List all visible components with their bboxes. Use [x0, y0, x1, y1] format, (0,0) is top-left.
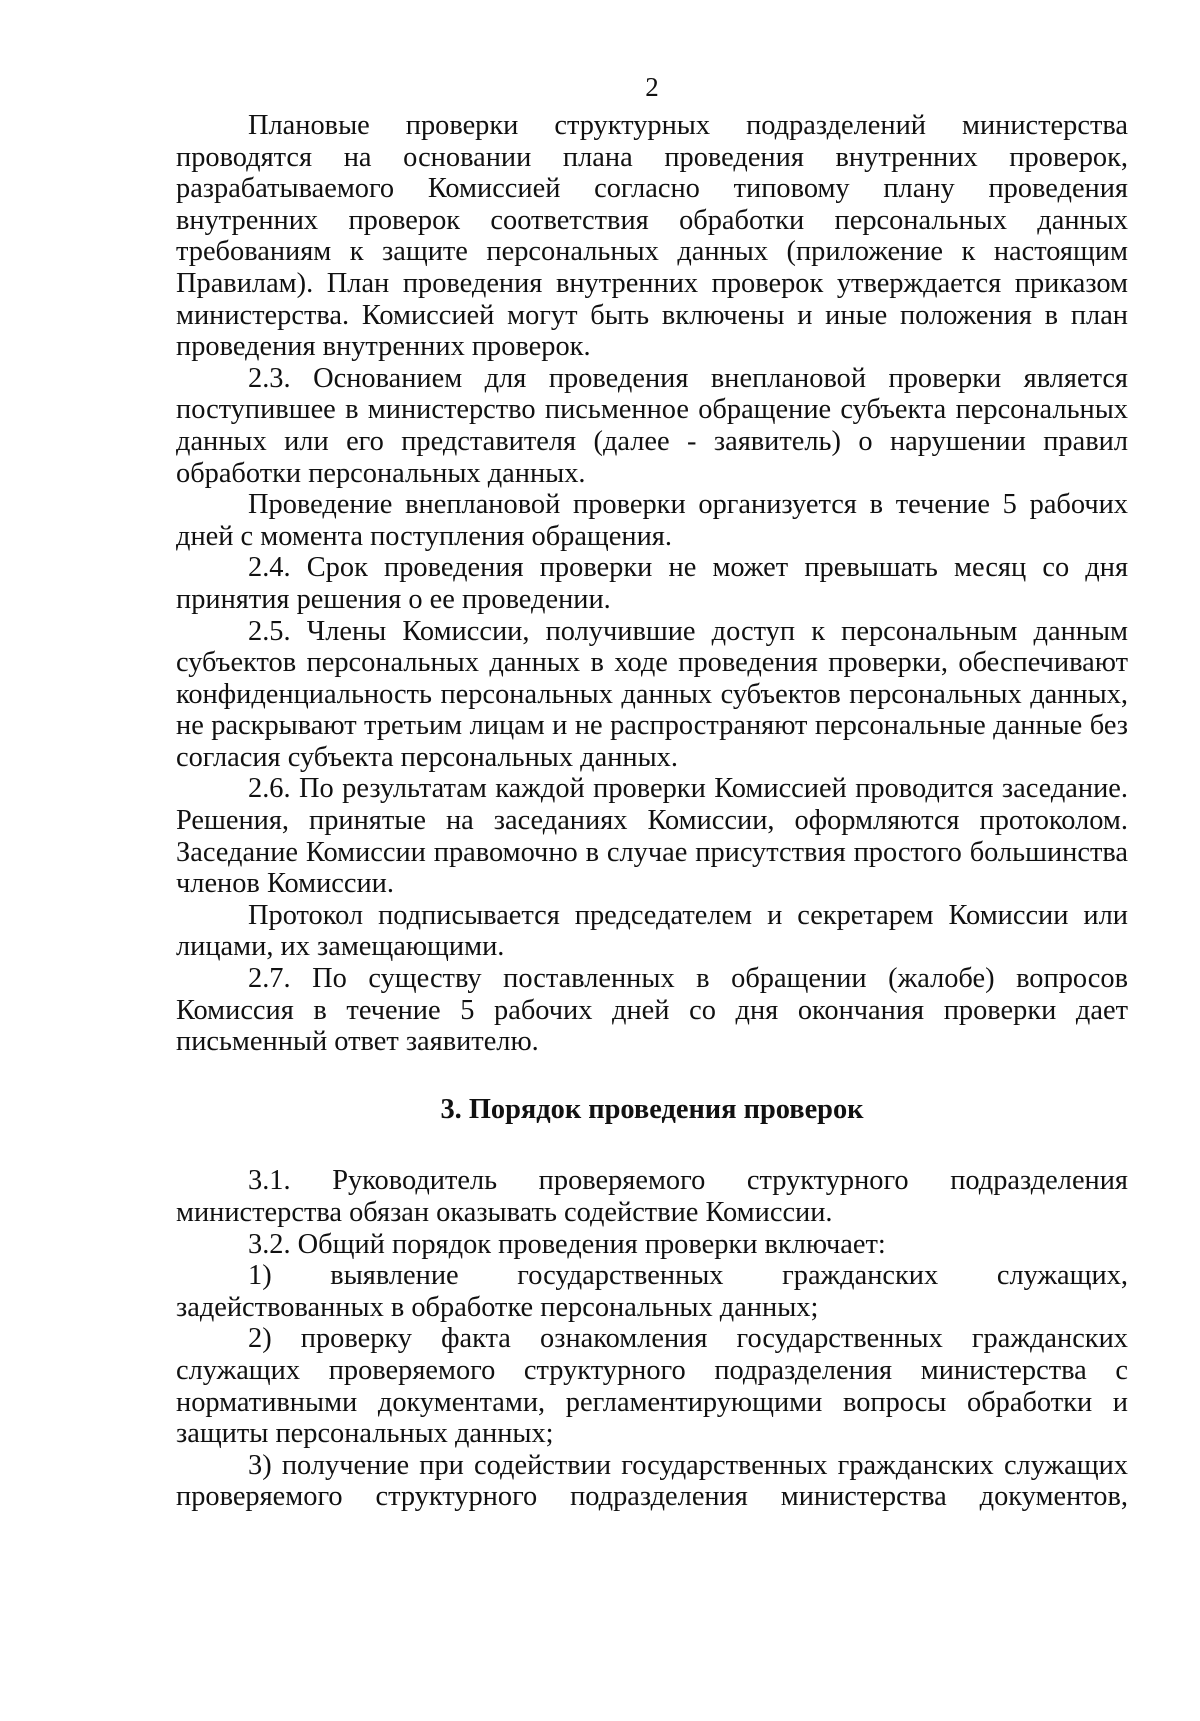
paragraph-unplanned-timing: Проведение внеплановой проверки организуется в течение 5 рабочих дней с момента поступления обращения. [176, 489, 1128, 552]
list-item-1: 1) выявление государственных гражданских служащих, задействованных в обработке персональных данных; [176, 1260, 1128, 1323]
paragraph-2-7: 2.7. По существу поставленных в обращении (жалобе) вопросов Комиссия в течение 5 рабочих дней со дня окончания проверки дает письменный ответ заявителю. [176, 963, 1128, 1058]
paragraph-protocol: Протокол подписывается председателем и секретарем Комиссии или лицами, их замещающими. [176, 899, 1128, 963]
paragraph-2-5: 2.5. Члены Комиссии, получившие доступ к персональным данным субъектов персональных данных в ходе проведения проверки, обеспечивают конфиденциальность персональных данных субъектов персональных данных, не раскрывают третьим лицам и не распространяют персональные данные без согласия субъекта персональных данных. [176, 615, 1128, 773]
paragraph-planned-inspections: Плановые проверки структурных подразделений министерства проводятся на основании плана проведения внутренних проверок, разрабатываемого Комиссией согласно типовому плану проведения внутренних проверок соответствия обработки персональных данных требованиям к защите персональных данных (приложение к настоящим Правилам). План проведения внутренних проверок утверждается приказом министерства. Комиссией могут быть включены и иные положения в план проведения внутренних проверок. [176, 110, 1128, 363]
list-item-3: 3) получение при содействии государственных гражданских служащих проверяемого структурного подразделения министерства документов, [176, 1449, 1128, 1513]
paragraph-3-2: 3.2. Общий порядок проведения проверки включает: [248, 1228, 886, 1260]
paragraph-2-3: 2.3. Основанием для проведения внеплановой проверки является поступившее в министерство письменное обращение субъекта персональных данных или его представителя (далее - заявитель) о нарушении правил обработки персональных данных. [176, 362, 1128, 489]
paragraph-3-1: 3.1. Руководитель проверяемого структурного подразделения министерства обязан оказывать содействие Комиссии. [176, 1165, 1128, 1228]
paragraph-2-6: 2.6. По результатам каждой проверки Комиссией проводится заседание. Решения, принятые на заседаниях Комиссии, оформляются протоколом. Заседание Комиссии правомочно в случае присутствия простого большинства членов Комиссии. [176, 773, 1128, 900]
document-page [176, 70, 1128, 1513]
paragraph-2-4: 2.4. Срок проведения проверки не может превышать месяц со дня принятия решения о ее проведении. [176, 552, 1128, 615]
section-3-heading: 3. Порядок проведения проверок [440, 1093, 864, 1125]
page-number: 2 [645, 72, 659, 102]
list-item-2: 2) проверку факта ознакомления государственных гражданских служащих проверяемого структурного подразделения министерства с нормативными документами, регламентирующими вопросы обработки и защиты персональных данных; [176, 1323, 1128, 1450]
